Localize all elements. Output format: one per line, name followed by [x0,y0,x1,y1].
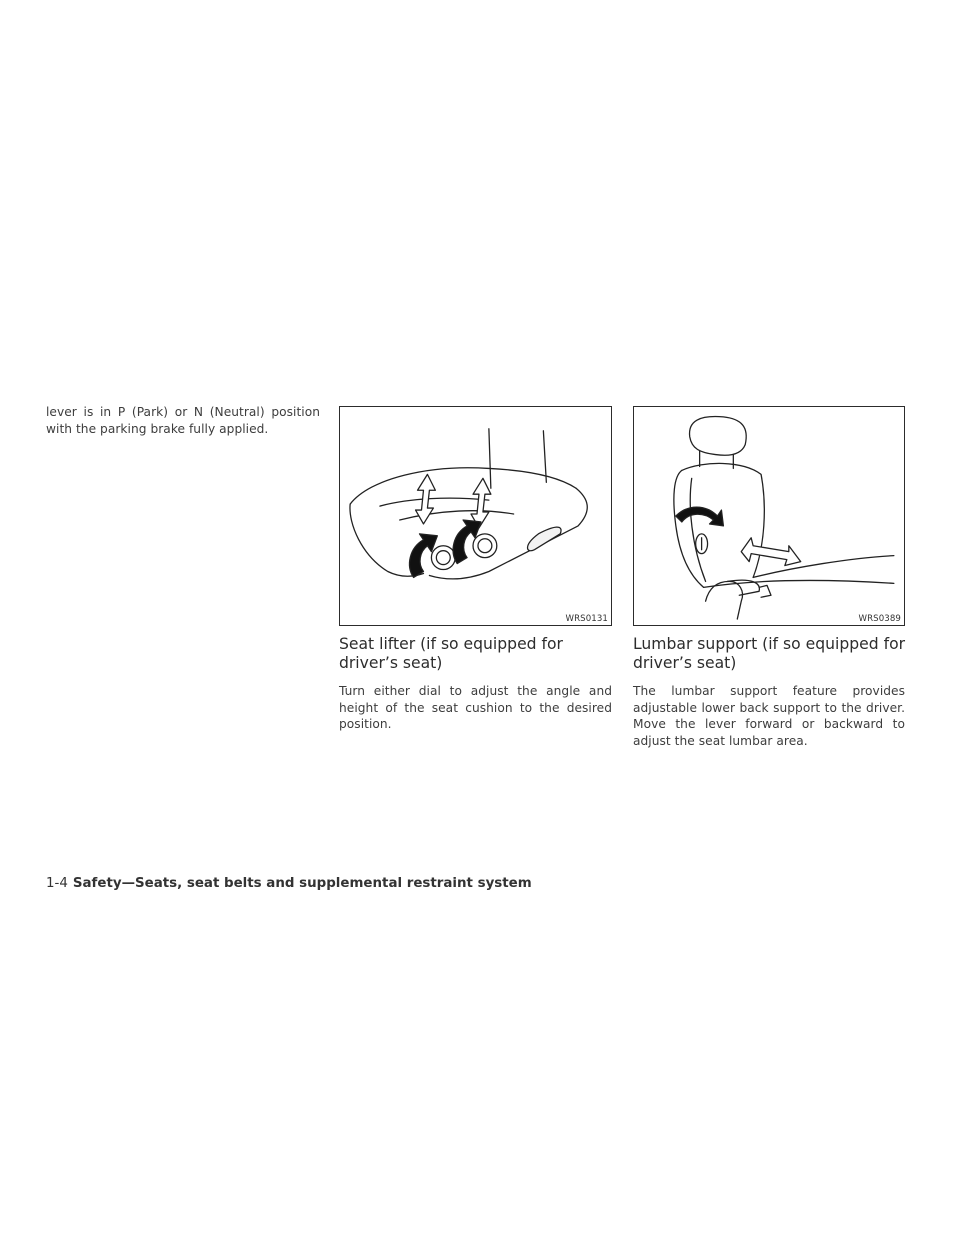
page-number: 1-4 [46,876,68,891]
lumbar-support-illustration [634,407,904,625]
section-body: Turn either dial to adjust the angle and height of the seat cushion to the desired position. [339,684,612,731]
intro-paragraph: lever is in P (Park) or N (Neutral) position with the parking brake fully applied. [46,405,320,436]
figure-code: WRS0389 [858,614,901,624]
seat-lifter-section [339,406,612,733]
lumbar-support-section [633,406,905,749]
seat-lifter-illustration [340,407,611,625]
seat-lifter-figure [339,406,612,626]
figure-code: WRS0131 [565,614,608,624]
lumbar-support-figure [633,406,905,626]
intro-column [46,404,320,437]
section-heading: Lumbar support (if so equipped for driver’s seat) [633,635,906,672]
section-heading: Seat lifter (if so equipped for driver’s seat) [339,635,563,672]
section-body: The lumbar support feature provides adjustable lower back support to the driver. Move the lever forward or backward to adjust the seat lumbar area. [633,684,905,748]
footer-title: Safety—Seats, seat belts and supplemental restraint system [72,876,532,891]
page-footer [46,876,532,891]
